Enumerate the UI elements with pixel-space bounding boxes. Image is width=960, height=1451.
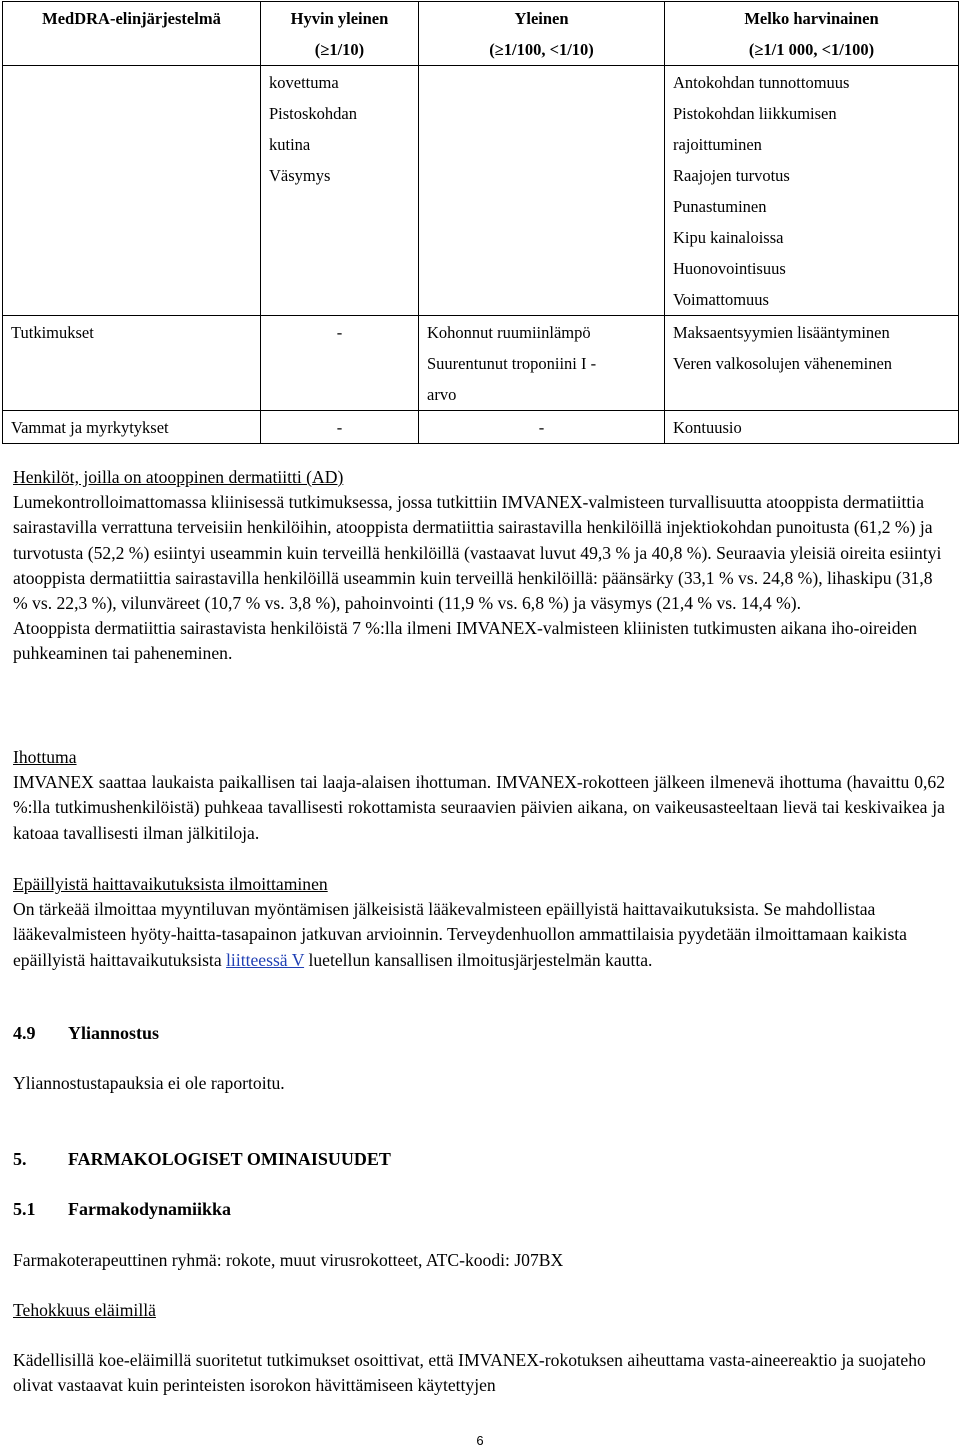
cell-common bbox=[419, 66, 665, 316]
cell-text-line: - bbox=[336, 323, 343, 342]
cell-text-line: Vammat ja myrkytykset bbox=[11, 418, 169, 437]
cell-text-line: Suurentunut troponiini I - bbox=[427, 354, 597, 373]
table-row bbox=[3, 316, 959, 411]
section-5-1-number: 5.1 bbox=[13, 1199, 36, 1219]
cell-soc bbox=[3, 66, 261, 316]
cell-text-line: Pistokohdan liikkumisen bbox=[673, 104, 837, 123]
header-common: Yleinen (≥1/100, <1/10) bbox=[419, 2, 665, 66]
table-row bbox=[3, 411, 959, 444]
cell-common bbox=[419, 316, 665, 411]
cell-very-common bbox=[261, 411, 419, 444]
cell-text-line: Antokohdan tunnottomuus bbox=[673, 73, 850, 92]
cell-text-line: Punastuminen bbox=[673, 197, 767, 216]
section-4-9-title: Yliannostus bbox=[68, 1023, 160, 1043]
efficacy-animals-heading: Tehokkuus eläimillä bbox=[13, 1300, 156, 1320]
section-4-9-number: 4.9 bbox=[13, 1023, 36, 1043]
section-4-9-heading bbox=[13, 1021, 945, 1046]
cell-text-line: Kipu kainaloissa bbox=[673, 228, 784, 247]
ad-paragraph-2: Atooppista dermatiittia sairastavista henkilöistä 7 %:lla ilmeni IMVANEX-valmisteen kliinisten tutkimusten aikana iho-oireiden puhkeaminen tai paheneminen. bbox=[13, 618, 918, 664]
cell-uncommon bbox=[665, 411, 959, 444]
cell-text-line: rajoittuminen bbox=[673, 135, 762, 154]
cell-common bbox=[419, 411, 665, 444]
cell-text-line: arvo bbox=[427, 385, 457, 404]
cell-soc bbox=[3, 411, 261, 444]
ad-section bbox=[13, 465, 945, 667]
cell-text-line: Kontuusio bbox=[673, 418, 742, 437]
cell-text-line: Maksaentsyymien lisääntyminen bbox=[673, 323, 890, 342]
cell-soc bbox=[3, 316, 261, 411]
cell-text-line: - bbox=[336, 418, 343, 437]
section-5-number: 5. bbox=[13, 1149, 27, 1169]
cell-uncommon bbox=[665, 66, 959, 316]
reporting-paragraph bbox=[13, 897, 945, 973]
cell-very-common bbox=[261, 316, 419, 411]
reporting-heading: Epäillyistä haittavaikutuksista ilmoittaminen bbox=[13, 874, 328, 894]
efficacy-animals-paragraph: Kädellisillä koe-eläimillä suoritetut tutkimukset osoittivat, että IMVANEX-rokotuksen aiheuttama vasta-aineereaktio ja suojateho olivat vastaavat kuin perinteisten isorokon hävittämiseen käytettyjen bbox=[13, 1350, 926, 1396]
rash-heading: Ihottuma bbox=[13, 747, 77, 767]
cell-text-line: kovettuma bbox=[269, 73, 339, 92]
page-number: 6 bbox=[476, 1433, 484, 1448]
cell-text-line: Voimattomuus bbox=[673, 290, 769, 309]
cell-uncommon bbox=[665, 316, 959, 411]
rash-paragraph: IMVANEX saattaa laukaista paikallisen tai laaja-alaisen ihottuman. IMVANEX-rokotteen jälkeen ilmenevä ihottuma (havaittu 0,62 %:lla tutkimushenkilöistä) puhkeaa tavallisesti rokottamista seuraavien päivien aikana, on vaikeusasteeltaan lievä tai keskivaikea ja katoaa tavallisesti ilman jälkitiloja. bbox=[13, 772, 945, 843]
header-soc: MedDRA-elinjärjestelmä bbox=[3, 2, 261, 66]
reporting-text-start: On tärkeää ilmoittaa myyntiluvan myöntämisen jälkeisistä lääkevalmisteen epäillyistä haittavaikutuksista. Se mahdollistaa lääkevalmisteen hyöty-haitta-tasapainon jatkuvan arvioinnin. Terveydenhuollon ammattilaisia pyydetään ilmoittamaan kaikista epäillyistä haittavaikutuksista bbox=[13, 899, 907, 970]
header-very-common: Hyvin yleinen (≥1/10) bbox=[261, 2, 419, 66]
reporting-section bbox=[13, 872, 945, 973]
cell-text-line: Pistoskohdan bbox=[269, 104, 358, 123]
cell-text-line: kutina bbox=[269, 135, 311, 154]
cell-text-line: Huonovointisuus bbox=[673, 259, 786, 278]
cell-text-line: Kohonnut ruumiinlämpö bbox=[427, 323, 591, 342]
header-uncommon: Melko harvinainen (≥1/1 000, <1/100) bbox=[665, 2, 959, 66]
ad-paragraph-1: Lumekontrolloimattomassa kliinisessä tutkimuksessa, jossa tutkittiin IMVANEX-valmisteen turvallisuutta atooppista dermatiittia sairastavilla verrattuna terveisiin henkilöihin, atooppista dermatiittia sairastavilla henkilöillä injektiokohdan punoitusta (61,2 %) ja turvotusta (52,2 %) esiintyi useammin kuin terveillä henkilöillä (vastaavat luvut 49,3 % ja 40,8 %). Seuraavia yleisiä oireita esiintyi atooppista dermatiittia sairastavilla henkilöillä useammin kuin terveillä henkilöillä: päänsärky (33,1 % vs. 24,8 %), lihaskipu (31,8 % vs. 22,3 %), vilunväreet (10,7 % vs. 3,8 %), pahoinvointi (11,9 % vs. 6,8 %) ja väsymys (21,4 % vs. 14,4 %). bbox=[13, 492, 942, 614]
section-4-9-text: Yliannostustapauksia ei ole raportoitu. bbox=[13, 1073, 285, 1093]
annex-v-link[interactable]: liitteessä V bbox=[226, 949, 305, 970]
section-5-title: FARMAKOLOGISET OMINAISUUDET bbox=[68, 1149, 391, 1169]
adverse-reactions-table bbox=[2, 1, 959, 444]
cell-text-line: Veren valkosolujen väheneminen bbox=[673, 354, 893, 373]
cell-text-line: - bbox=[538, 418, 545, 437]
table-header-row bbox=[3, 2, 959, 66]
ad-heading: Henkilöt, joilla on atooppinen dermatiitti (AD) bbox=[13, 467, 344, 487]
pharmacotherapeutic-group: Farmakoterapeuttinen ryhmä: rokote, muut virusrokotteet, ATC-koodi: J07BX bbox=[13, 1250, 564, 1270]
reporting-text-end: luetellun kansallisen ilmoitusjärjestelmän kautta. bbox=[304, 949, 653, 970]
section-5-heading bbox=[13, 1147, 945, 1172]
cell-text-line: Väsymys bbox=[269, 166, 331, 185]
section-5-1-title: Farmakodynamiikka bbox=[68, 1199, 232, 1219]
section-5-1-heading bbox=[13, 1197, 945, 1222]
rash-section bbox=[13, 745, 945, 846]
table-row bbox=[3, 66, 959, 316]
cell-text-line: Tutkimukset bbox=[11, 323, 94, 342]
cell-very-common bbox=[261, 66, 419, 316]
cell-text-line: Raajojen turvotus bbox=[673, 166, 790, 185]
